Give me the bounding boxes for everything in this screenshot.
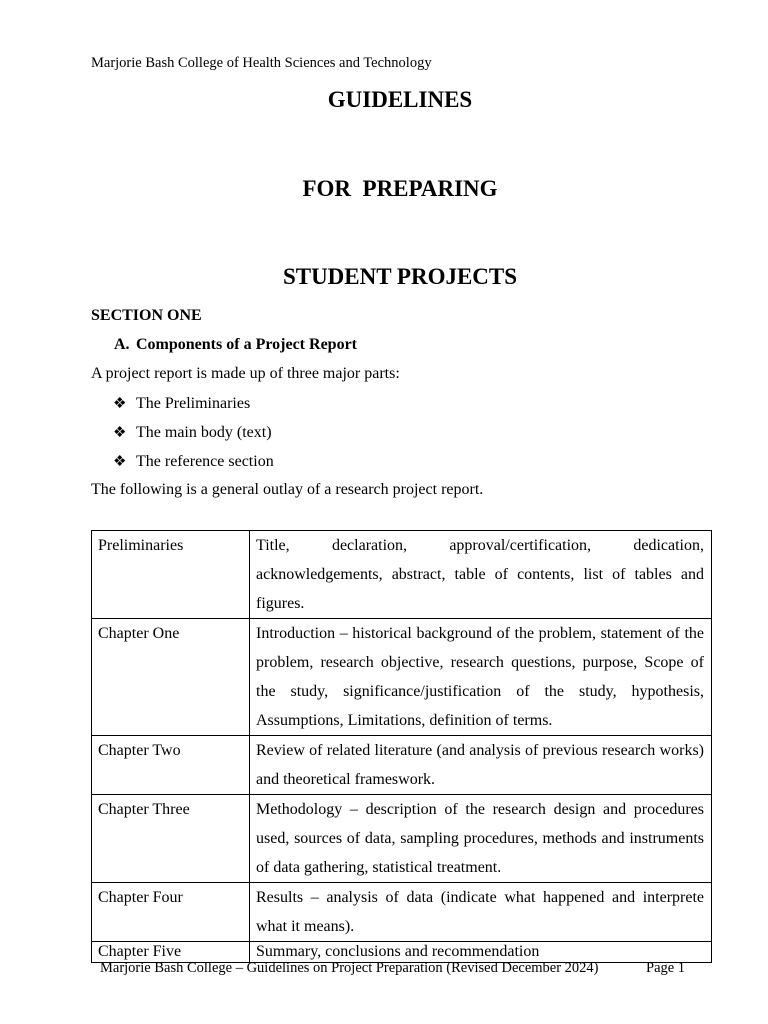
- table-cell-content: Introduction – historical background of the problem, statement of the problem, research objective, research questions, purpose, Scope of the study, significance/justification of the study, hypothesis, Assumptions, Limitations, definition of terms.: [250, 619, 712, 736]
- table-cell-content: Summary, conclusions and recommendation: [250, 942, 712, 963]
- diamond-bullet-icon: ❖: [113, 396, 127, 412]
- diamond-bullet-icon: ❖: [113, 454, 127, 470]
- list-item: [113, 451, 274, 480]
- page-number: Page 1: [646, 960, 686, 976]
- table-cell-part: Chapter Three: [92, 795, 250, 883]
- subsection-heading: [114, 336, 357, 354]
- list-item: [113, 393, 274, 422]
- document-title-line-1: GUIDELINES: [327, 87, 473, 112]
- table-cell-part: Chapter One: [92, 619, 250, 736]
- footer-text: Marjorie Bash College – Guidelines on Project Preparation (Revised December 2024): [100, 960, 599, 976]
- table-row: [92, 736, 712, 795]
- report-outline-table: [91, 530, 712, 963]
- diamond-bullet-icon: ❖: [113, 425, 127, 441]
- table-cell-part: Chapter Two: [92, 736, 250, 795]
- table-cell-part: Chapter Five: [92, 942, 250, 963]
- list-item: [113, 422, 274, 451]
- section-heading: SECTION ONE: [91, 307, 202, 324]
- list-item-label: The main body (text): [136, 424, 272, 441]
- table-row: [92, 531, 712, 619]
- document-title-line-3: STUDENT PROJECTS: [282, 264, 518, 289]
- subsection-title: Components of a Project Report: [136, 336, 357, 353]
- table-cell-content: Methodology – description of the research design and procedures used, sources of data, sampling procedures, methods and instruments of data gathering, statistical treatment.: [250, 795, 712, 883]
- table-row: [92, 795, 712, 883]
- document-title-line-2: FOR PREPARING: [302, 176, 498, 201]
- table-cell-part: Preliminaries: [92, 531, 250, 619]
- intro-paragraph: A project report is made up of three major parts:: [91, 365, 400, 382]
- list-item-label: The reference section: [136, 453, 274, 470]
- list-item-label: The Preliminaries: [136, 395, 251, 412]
- table-cell-content: Results – analysis of data (indicate what happened and interprete what it means).: [250, 883, 712, 942]
- table-row: [92, 619, 712, 736]
- parts-list: [113, 393, 274, 480]
- outlay-paragraph: The following is a general outlay of a research project report.: [91, 481, 484, 498]
- table-cell-content: Review of related literature (and analysis of previous research works) and theoretical frameswork.: [250, 736, 712, 795]
- table-row: [92, 883, 712, 942]
- table-cell-part: Chapter Four: [92, 883, 250, 942]
- page-header: Marjorie Bash College of Health Sciences and Technology: [91, 55, 432, 71]
- subsection-letter: A.: [114, 336, 130, 353]
- page-footer: [100, 960, 686, 977]
- table-cell-content: Title, declaration, approval/certification, dedication, acknowledgements, abstract, table of contents, list of tables and figures.: [250, 531, 712, 619]
